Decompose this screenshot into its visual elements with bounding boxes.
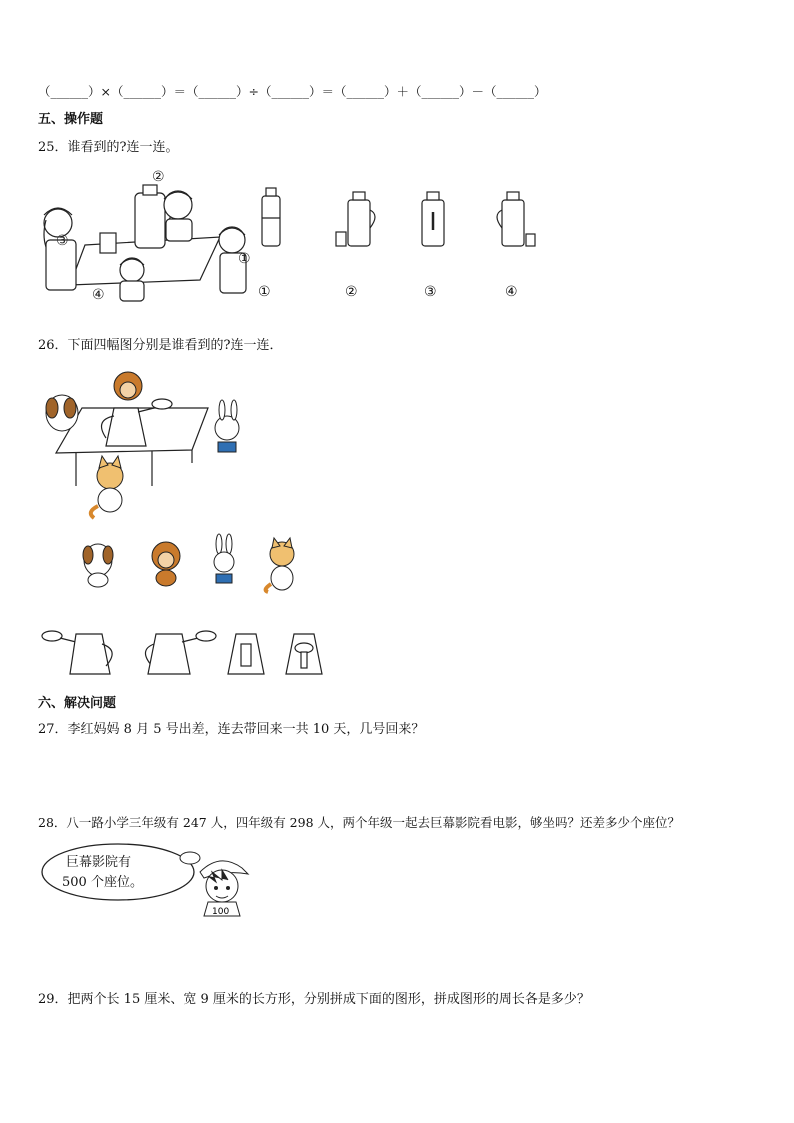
q26-view-option-2: [138, 628, 218, 678]
q26-animal-dog: [78, 538, 118, 588]
equation-line: （______）×（______）＝（______）÷（______）＝（______）＋（______）－（______）: [38, 84, 547, 99]
q26-view-option-4: [284, 628, 324, 678]
svg-text:100: 100: [212, 907, 230, 917]
circled-label-1: ①: [238, 251, 251, 267]
q26-scene-illustration: [42, 368, 262, 518]
q25-option-3: [418, 188, 448, 248]
question-27-text: 27．李红妈妈 8 月 5 号出差，连去带回来一共 10 天，几号回来？: [38, 722, 425, 737]
question-28-text: 28．八一路小学三年级有 247 人，四年级有 298 人，两个年级一起去巨幕影院看电影，够坐吗？还差多少个座位？: [38, 815, 681, 830]
q25-option-label-4: ④: [505, 284, 518, 300]
q26-view-option-1: [40, 628, 120, 678]
q25-option-4: [492, 188, 536, 248]
circled-label-3: ③: [56, 233, 69, 249]
q26-view-option-3: [226, 628, 266, 678]
question-26-text: 26．下面四幅图分别是谁看到的?连一连．: [38, 338, 283, 353]
bubble-line-1: 巨幕影院有: [66, 855, 132, 870]
q26-animal-rabbit: [204, 534, 244, 590]
q25-option-2: [336, 188, 380, 248]
question-25-text: 25．谁看到的?连一连。: [38, 140, 179, 155]
q25-option-label-3: ③: [424, 284, 437, 300]
section-title-5: 五、操作题: [38, 112, 104, 127]
q26-animal-cat: [262, 538, 302, 594]
q25-option-1: [256, 188, 286, 248]
bubble-line-2: 500 个座位。: [62, 875, 143, 890]
circled-label-2: ②: [152, 169, 165, 185]
q26-animal-monkey: [146, 538, 186, 588]
q25-option-label-2: ②: [345, 284, 358, 300]
circled-label-4: ④: [92, 287, 105, 303]
q25-option-label-1: ①: [258, 284, 271, 300]
q25-scene-illustration: [40, 165, 260, 305]
question-29-text: 29．把两个长 15 厘米、宽 9 厘米的长方形，分别拼成下面的图形，拼成图形的周长各是多少？: [38, 992, 590, 1007]
q28-boy-illustration: [186, 850, 256, 920]
q28-speech-bubble: [38, 840, 198, 904]
section-title-6: 六、解决问题: [38, 696, 117, 711]
